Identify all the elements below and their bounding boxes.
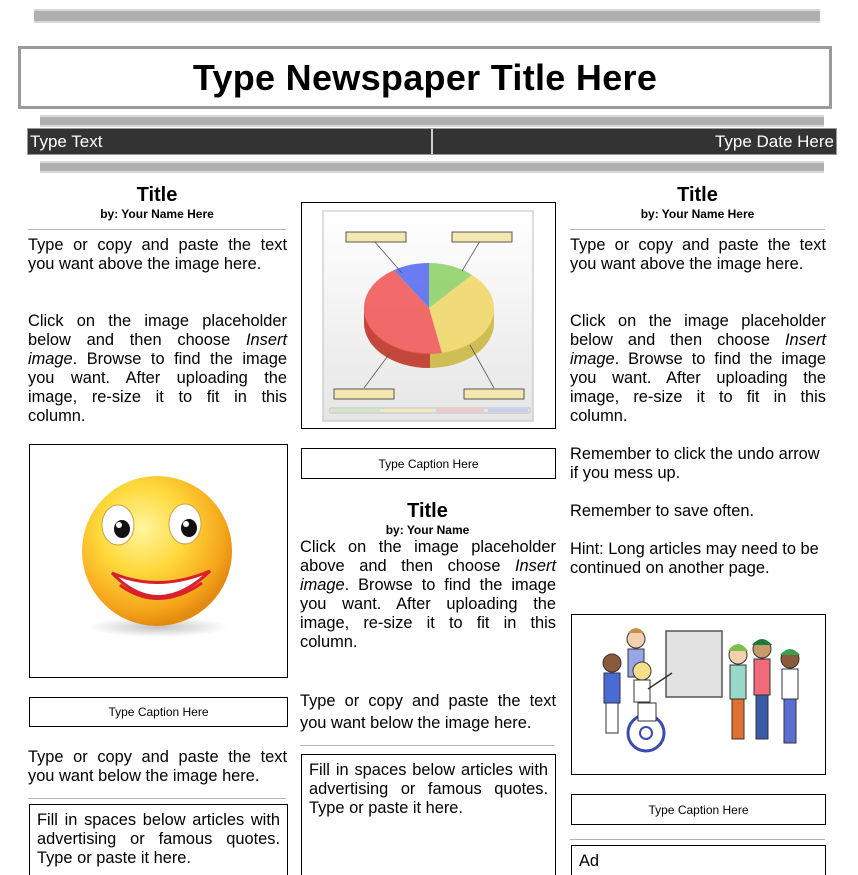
- left-paragraph-2[interactable]: [28, 312, 287, 426]
- left-article-title[interactable]: Title: [136, 184, 178, 206]
- date-bar: [27, 128, 837, 155]
- pie-chart-image: [302, 203, 555, 428]
- newspaper-title: Type Newspaper Title Here: [192, 56, 658, 98]
- right-paragraph-2[interactable]: [570, 312, 826, 426]
- right-paragraph-4[interactable]: Remember to save often.: [570, 502, 755, 520]
- left-ad-box[interactable]: Fill in spaces below articles with advertising or famous quotes. Type or paste it here.: [29, 804, 288, 875]
- date-bar-date-text[interactable]: Type Date Here: [431, 129, 836, 154]
- middle-image-placeholder[interactable]: [301, 202, 556, 429]
- right-paragraph-2-emphasis: Insert image: [570, 331, 826, 368]
- right-article-byline[interactable]: by: Your Name Here: [640, 207, 755, 221]
- left-paragraph-1[interactable]: Type or copy and paste the text you want above the image here.: [28, 236, 287, 273]
- left-image-caption[interactable]: Type Caption Here: [29, 697, 288, 727]
- left-byline-divider: [28, 229, 286, 230]
- middle-paragraph-2[interactable]: Type or copy and paste the text you want below the image here.: [300, 692, 556, 732]
- left-image-placeholder[interactable]: [29, 444, 288, 678]
- right-paragraph-1[interactable]: Type or copy and paste the text you want above the image here.: [570, 236, 826, 273]
- middle-image-caption[interactable]: Type Caption Here: [301, 448, 556, 479]
- middle-article-title[interactable]: Title: [407, 500, 448, 522]
- date-rule: [40, 161, 824, 173]
- left-article-byline[interactable]: by: Your Name Here: [100, 207, 214, 221]
- middle-article-byline[interactable]: by: Your Name: [385, 523, 470, 537]
- right-paragraph-2-start: Click on the image placeholder below and then choose: [570, 312, 826, 349]
- middle-ad-box[interactable]: Fill in spaces below articles with advertising or famous quotes. Type or paste it here.: [301, 754, 556, 875]
- middle-paragraph-1-start: Click on the image placeholder above and then choose: [300, 538, 556, 575]
- right-ad-divider: [570, 839, 825, 840]
- right-paragraph-3[interactable]: Remember to click the undo arrow if you mess up.: [570, 445, 820, 482]
- title-rule: [40, 115, 824, 127]
- middle-paragraph-1-emphasis: Insert image: [300, 557, 556, 594]
- right-article-title[interactable]: Title: [677, 184, 718, 206]
- right-image-placeholder[interactable]: [571, 614, 826, 775]
- right-byline-divider: [570, 229, 825, 230]
- top-rule: [34, 9, 820, 23]
- middle-paragraph-1[interactable]: [300, 538, 556, 652]
- right-image-caption[interactable]: Type Caption Here: [571, 794, 826, 825]
- left-paragraph-2-emphasis: Insert image: [28, 331, 287, 368]
- smiley-face-icon: [30, 445, 287, 677]
- right-paragraph-2-end: . Browse to find the image you want. After uploading the image, re-size it to fit in this column.: [570, 350, 826, 425]
- newspaper-title-box[interactable]: [18, 46, 832, 109]
- date-bar-left-text[interactable]: Type Text: [30, 132, 103, 151]
- middle-paragraph-1-end: . Browse to find the image you want. After uploading the image, re-size it to fit in this column.: [300, 576, 556, 651]
- right-ad-box[interactable]: Ad: [571, 845, 826, 875]
- left-paragraph-3[interactable]: Type or copy and paste the text you want below the image here.: [28, 748, 287, 785]
- left-paragraph-2-start: Click on the image placeholder below and then choose: [28, 312, 287, 349]
- children-group-icon: [572, 615, 825, 774]
- left-paragraph-2-end: . Browse to find the image you want. After uploading the image, re-size it to fit in this column.: [28, 350, 287, 425]
- middle-ad-divider: [300, 745, 555, 746]
- left-ad-divider: [28, 798, 286, 799]
- right-paragraph-5[interactable]: Hint: Long articles may need to be continued on another page.: [570, 540, 819, 577]
